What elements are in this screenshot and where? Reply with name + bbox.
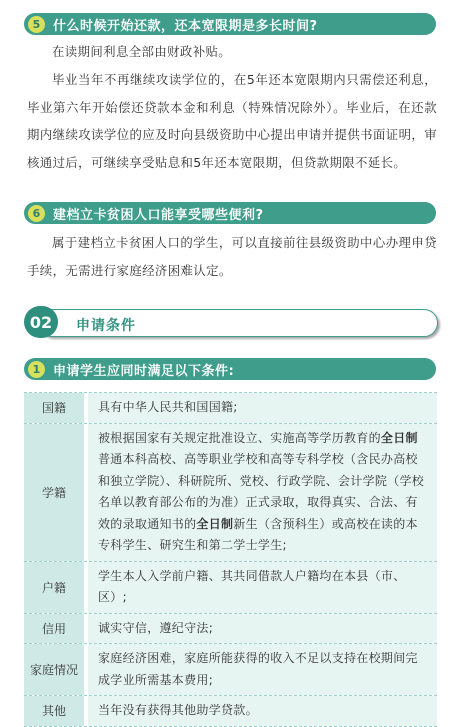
table-row — [24, 644, 437, 696]
question-5-header — [24, 13, 436, 35]
row-label: 学籍 — [24, 424, 84, 561]
row-value: 当年没有获得其他助学贷款。 — [88, 696, 437, 726]
value-text: 新生（含预科生）或高校在读的本专科学生、研究生和第二学士学生; — [98, 516, 418, 552]
emphasis-text: 全日制 — [380, 430, 418, 445]
subheading-title: 申请学生应同时满足以下条件: — [53, 363, 235, 379]
section-number-badge: 02 — [24, 306, 58, 338]
emphasis-text: 全日制 — [196, 516, 234, 531]
question-title: 建档立卡贫困人口能享受哪些便利? — [53, 207, 264, 223]
subheading-number-badge: 1 — [28, 361, 45, 378]
q6-paragraph: 属于建档立卡贫困人口的学生，可以直接前往县级资助中心办理申贷手续，无需进行家庭经济困难认定。 — [27, 235, 437, 278]
row-value: 诚实守信，遵纪守法; — [88, 614, 437, 644]
question-number-badge: 6 — [28, 205, 45, 222]
q5-paragraph-2: 毕业当年不再继续攻读学位的，在5年还本宽限期内只需偿还利息，毕业第六年开始偿还贷款本金和利息（特殊情况除外）。毕业后，在还款期内继续攻读学位的应及时向县级资助中心提出申请并提供书面证明，审核通过后，可继续享受贴息和5年还本宽限期，但贷款期限不延长。 — [27, 72, 437, 170]
row-label: 其他 — [24, 696, 84, 726]
subheading-1 — [24, 358, 436, 380]
value-text: 被根据国家有关规定批准设立、实施高等学历教育的 — [98, 430, 381, 445]
row-label: 户籍 — [24, 562, 84, 613]
table-row — [24, 696, 437, 727]
question-title: 什么时候开始还款，还本宽限期是多长时间? — [53, 18, 318, 34]
row-value — [88, 424, 437, 561]
row-label: 信用 — [24, 614, 84, 644]
table-row — [24, 562, 437, 614]
row-value: 家庭经济困难，家庭所能获得的收入不足以支持在校期间完成学业所需基本费用; — [88, 644, 437, 695]
table-row — [24, 614, 437, 645]
row-label: 家庭情况 — [24, 644, 84, 695]
question-number-badge: 5 — [28, 16, 45, 33]
row-value: 具有中华人民共和国国籍; — [88, 393, 437, 423]
question-6-header — [24, 202, 436, 224]
section-title: 申请条件 — [76, 318, 136, 334]
section-header — [24, 306, 438, 338]
q5-paragraph-1: 在读期间利息全部由财政补贴。 — [52, 44, 232, 59]
conditions-table — [24, 392, 437, 727]
row-label: 国籍 — [24, 393, 84, 423]
row-value: 学生本人入学前户籍、其共同借款人户籍均在本县（市、区）; — [88, 562, 437, 613]
table-row — [24, 424, 437, 562]
value-text: 普通本科高校、高等职业学校和高等专科学校（含民办高校和独立学院）、科研院所、党校、行政学院、会计学院（学校名单以教育部公布的为准）正式录取，取得真实、合法、有效的录取通知书的 — [98, 452, 425, 531]
table-row — [24, 393, 437, 424]
